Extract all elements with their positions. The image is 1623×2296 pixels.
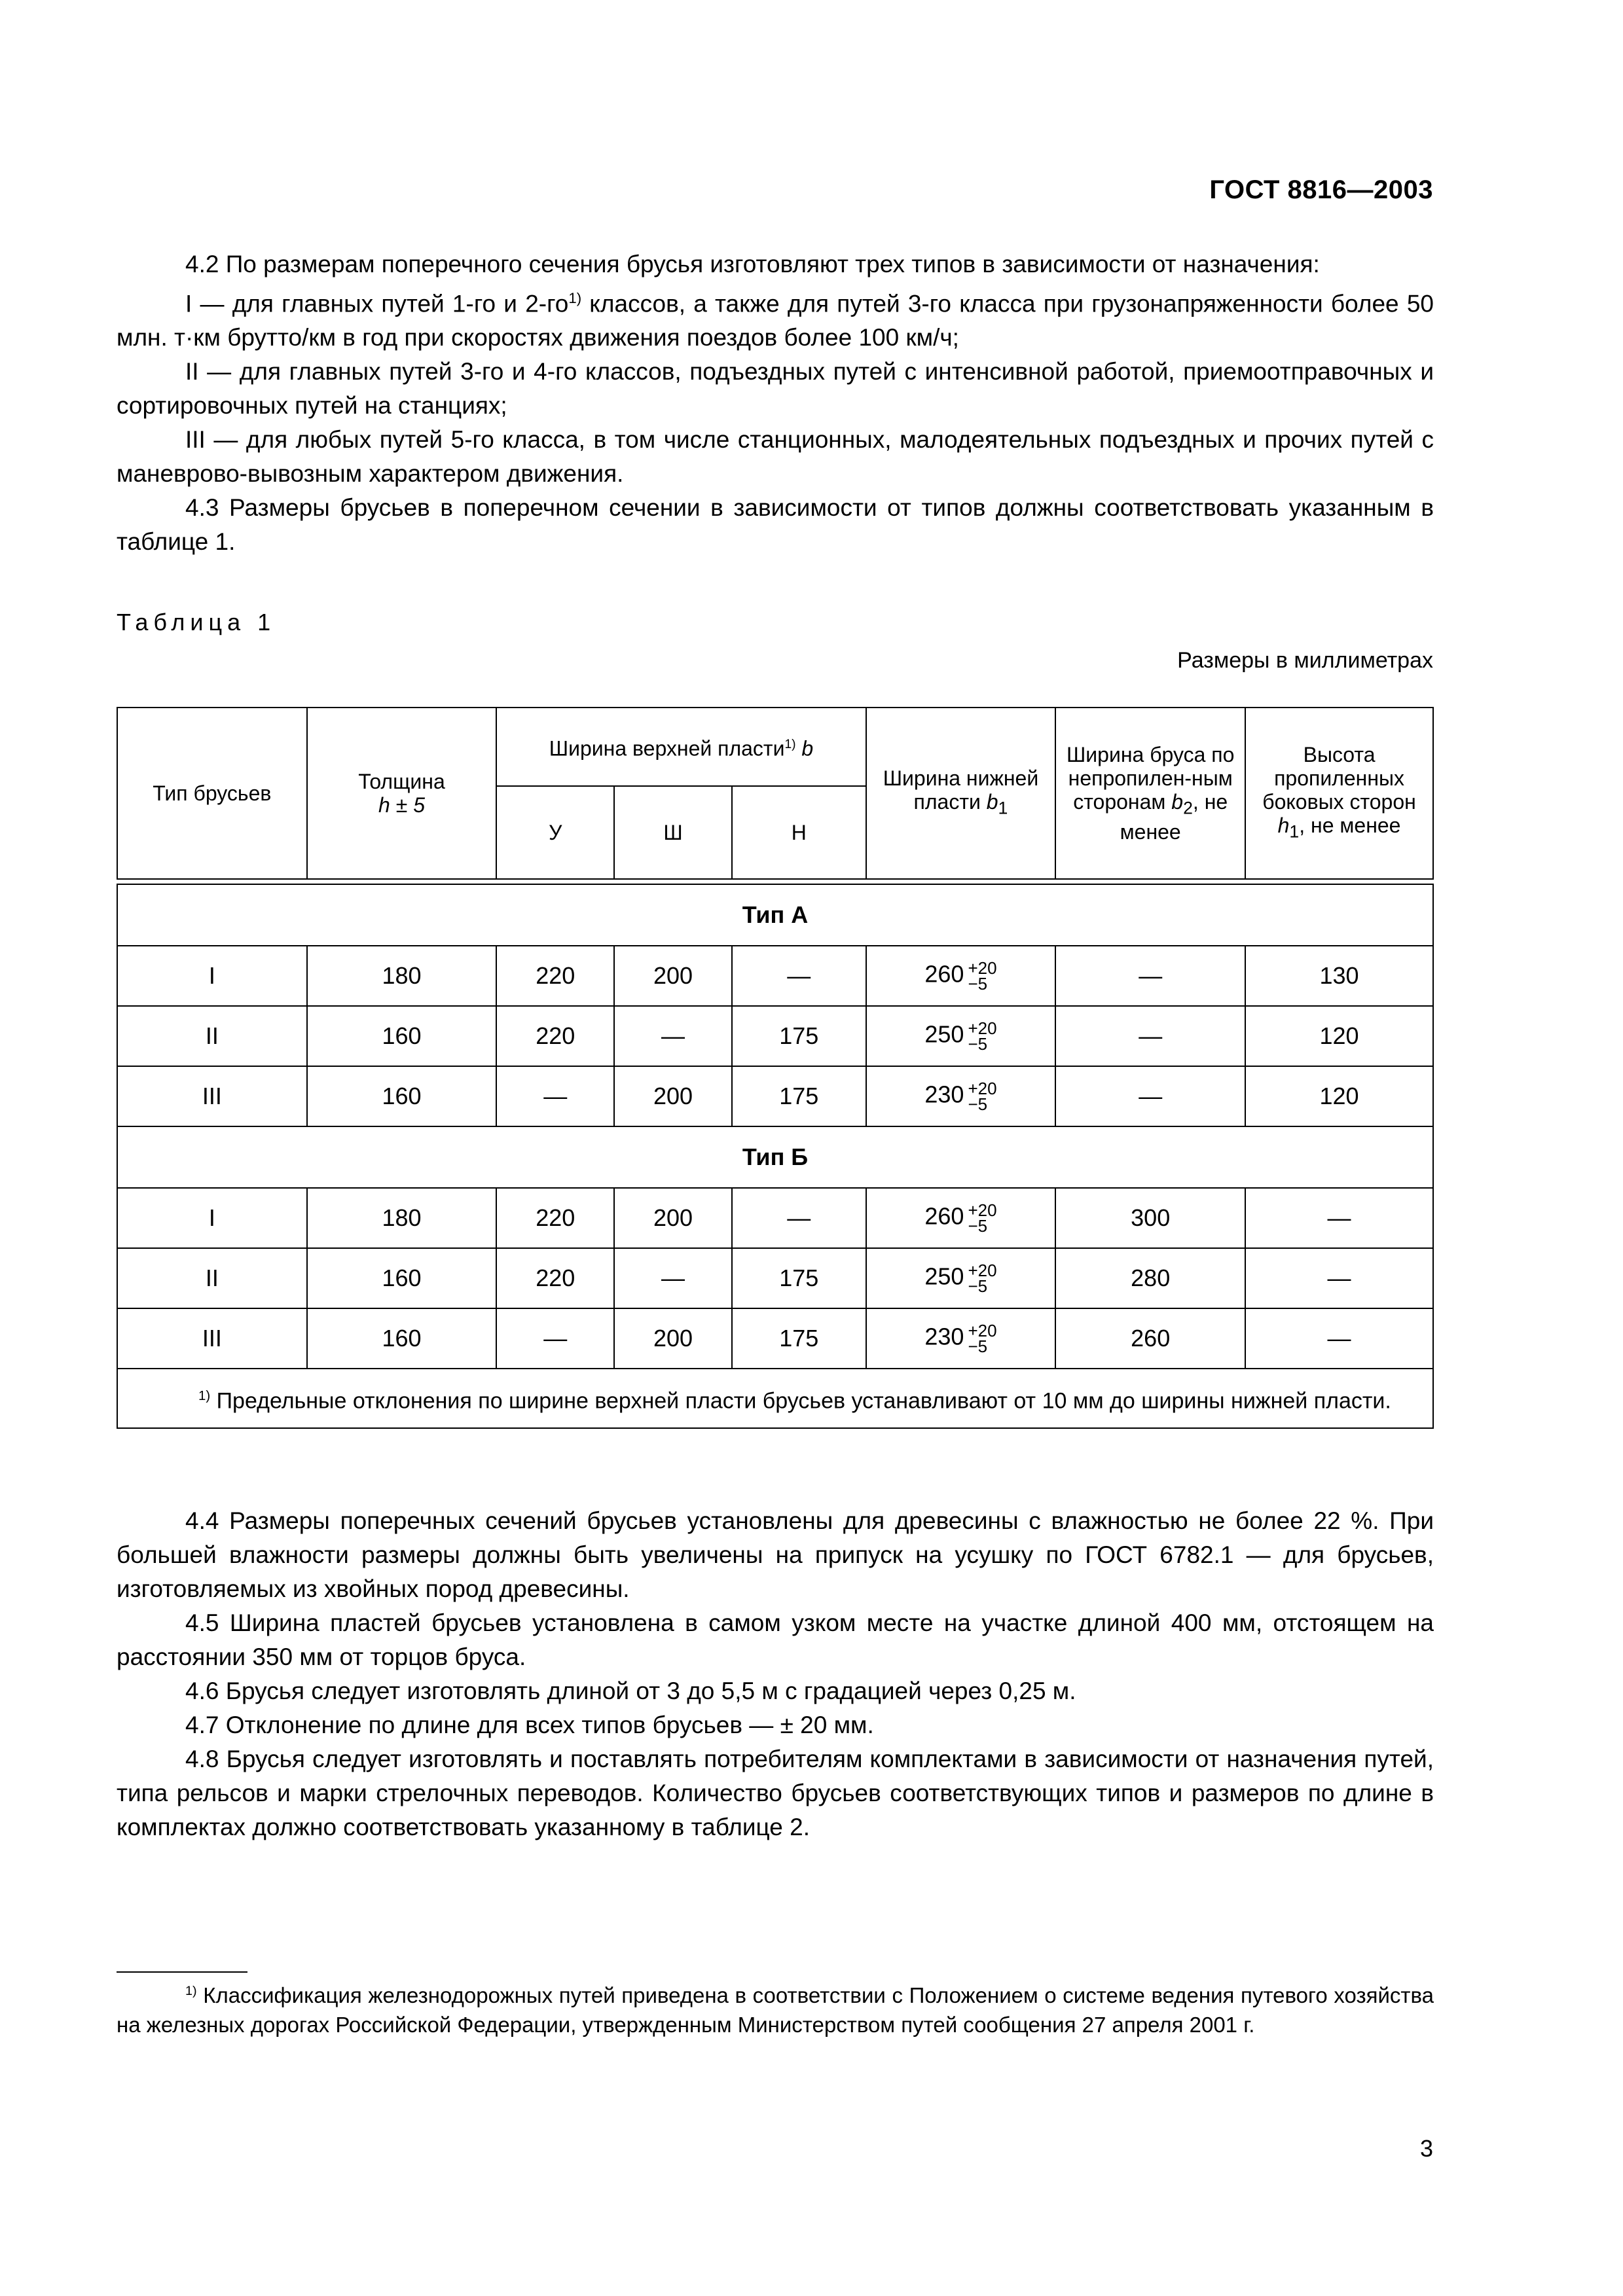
section-4-2-4-3 xyxy=(117,247,1434,559)
tolerance: +20 −5 xyxy=(968,1200,997,1236)
cell-u: 220 xyxy=(496,946,614,1006)
table-row xyxy=(117,1006,1433,1066)
cell-h: 160 xyxy=(307,1308,497,1369)
type-iii-definition: III — для любых путей 5-го класса, в том числе станционных, малодеятельных подъездных и прочих путей с маневрово-вывозным характером движения. xyxy=(117,426,1434,488)
cell-n: 175 xyxy=(732,1248,866,1308)
cell-n: — xyxy=(732,1188,866,1248)
paragraph-4-4: 4.4 Размеры поперечных сечений брусьев установлены для древесины с влажностью не более 22 %. При большей влажности размеры должны быть увеличены на припуск на усушку по ГОСТ 6782.1 — для брусьев, изготовляемых из хвойных пород древесины. xyxy=(117,1507,1434,1602)
table-row xyxy=(117,1308,1433,1369)
table-row xyxy=(117,1066,1433,1126)
table-note: $^{1)}$ Предельные отклонения по ширине верхней пласти брусьев устанавливают от 10 мм до ширины нижней пласти. xyxy=(117,1369,1433,1428)
group-label: Тип Б xyxy=(117,1126,1433,1188)
table-body xyxy=(117,884,1433,1369)
cell-h: 160 xyxy=(307,1248,497,1308)
cell-type: I xyxy=(117,946,307,1006)
cell-sh: — xyxy=(614,1006,732,1066)
cell-n: 175 xyxy=(732,1308,866,1369)
cell-sh: 200 xyxy=(614,1188,732,1248)
tolerance: +20 −5 xyxy=(968,958,997,994)
cell-n: — xyxy=(732,946,866,1006)
cell-h1: — xyxy=(1245,1308,1433,1369)
cell-u: 220 xyxy=(496,1248,614,1308)
table-units: Размеры в миллиметрах xyxy=(1177,648,1433,673)
cell-sh: 200 xyxy=(614,1066,732,1126)
cell-type: I xyxy=(117,1188,307,1248)
cell-b1: 230 +20 −5 xyxy=(866,1066,1056,1126)
page-footnote: $^{1)}$ Классификация железнодорожных путей приведена в соответствии с Положением о системе ведения путевого хозяйства на железных дорогах Российской Федерации, утвержденным Министерством путей сообщения 27 апреля 2001 г. xyxy=(117,1983,1434,2037)
cell-b1: 260 +20 −5 xyxy=(866,946,1056,1006)
footnote-ref: 1) xyxy=(568,290,582,306)
header-sawn-height: Высота пропиленных боковых сторон $h_1$, не менее xyxy=(1245,708,1433,879)
cell-n: 175 xyxy=(732,1066,866,1126)
cell-b2: — xyxy=(1055,1006,1245,1066)
table-row xyxy=(117,946,1433,1006)
paragraph-4-6: 4.6 Брусья следует изготовлять длиной от 3 до 5,5 м с градацией через 0,25 м. xyxy=(185,1677,1076,1704)
tolerance: +20 −5 xyxy=(968,1018,997,1054)
cell-u: — xyxy=(496,1066,614,1126)
group-row xyxy=(117,1126,1433,1188)
table-row xyxy=(117,1248,1433,1308)
cell-sh: — xyxy=(614,1248,732,1308)
tolerance: +20 −5 xyxy=(968,1321,997,1356)
header-bottom-width: Ширина нижней пласти $b_1$ xyxy=(866,708,1056,879)
cell-b2: 260 xyxy=(1055,1308,1245,1369)
cell-b2: 300 xyxy=(1055,1188,1245,1248)
type-i-definition: I — для главных путей 1-го и $2-го^{1)}$ классов, а также для путей 3-го класса при грузонапряженности более 50 млн. т·км брутто/км в год при скоростях движения поездов более 100 км/ч; xyxy=(117,290,1434,351)
document-header: ГОСТ 8816—2003 xyxy=(1209,175,1433,204)
cell-h: 180 xyxy=(307,1188,497,1248)
tolerance: +20 −5 xyxy=(968,1079,997,1114)
header-n: Н xyxy=(732,786,866,879)
cell-u: 220 xyxy=(496,1006,614,1066)
cell-h1: 120 xyxy=(1245,1066,1433,1126)
table-row xyxy=(117,1188,1433,1248)
header-top-width: Ширина верхней пласти$^{1)}$ b xyxy=(496,708,866,786)
cell-u: 220 xyxy=(496,1188,614,1248)
cell-h1: — xyxy=(1245,1188,1433,1248)
header-uncut-width: Ширина бруса по непропилен-ным сторонам $b_2$, не менее xyxy=(1055,708,1245,879)
header-thickness: Толщина h ± 5 xyxy=(307,708,497,879)
cell-b1: 260 +20 −5 xyxy=(866,1188,1056,1248)
paragraph-4-7: 4.7 Отклонение по длине для всех типов брусьев — ± 20 мм. xyxy=(185,1712,874,1738)
paragraph-4-8: 4.8 Брусья следует изготовлять и поставлять потребителям комплектами в зависимости от назначения путей, типа рельсов и марки стрелочных переводов. Количество брусьев соответствующих типов и размеров по длине в комплектах должно соответствовать указанному в таблице 2. xyxy=(117,1746,1434,1840)
cell-b1: 250 +20 −5 xyxy=(866,1248,1056,1308)
cell-h: 160 xyxy=(307,1066,497,1126)
tolerance: +20 −5 xyxy=(968,1261,997,1296)
paragraph-4-5: 4.5 Ширина пластей брусьев установлена в самом узком месте на участке длиной 400 мм, отстоящем на расстоянии 350 мм от торцов бруса. xyxy=(117,1609,1434,1670)
cell-type: II xyxy=(117,1248,307,1308)
header-u: У xyxy=(496,786,614,879)
cell-b2: — xyxy=(1055,1066,1245,1126)
cell-h: 180 xyxy=(307,946,497,1006)
table-caption: Таблица 1 xyxy=(117,609,276,636)
cell-type: III xyxy=(117,1308,307,1369)
cell-b2: — xyxy=(1055,946,1245,1006)
paragraph-4-3: 4.3 Размеры брусьев в поперечном сечении в зависимости от типов должны соответствовать указанным в таблице 1. xyxy=(117,494,1434,556)
cell-b1: 230 +20 −5 xyxy=(866,1308,1056,1369)
paragraph-4-2: 4.2 По размерам поперечного сечения брусья изготовляют трех типов в зависимости от назначения: xyxy=(185,251,1320,278)
cell-u: — xyxy=(496,1308,614,1369)
cell-h1: — xyxy=(1245,1248,1433,1308)
cell-type: III xyxy=(117,1066,307,1126)
cell-b2: 280 xyxy=(1055,1248,1245,1308)
cell-b1: 250 +20 −5 xyxy=(866,1006,1056,1066)
group-label: Тип А xyxy=(117,884,1433,946)
cell-n: 175 xyxy=(732,1006,866,1066)
footnote-divider xyxy=(117,1971,247,1973)
cell-sh: 200 xyxy=(614,946,732,1006)
type-ii-definition: II — для главных путей 3-го и 4-го классов, подъездных путей с интенсивной работой, приемоотправочных и сортировочных путей на станциях; xyxy=(117,358,1434,420)
cell-h: 160 xyxy=(307,1006,497,1066)
group-row xyxy=(117,884,1433,946)
page-number: 3 xyxy=(1419,2135,1433,2162)
cell-h1: 130 xyxy=(1245,946,1433,1006)
cell-h1: 120 xyxy=(1245,1006,1433,1066)
header-type: Тип брусьев xyxy=(117,708,307,879)
section-4-4-4-8 xyxy=(117,1504,1434,1844)
dimensions-table xyxy=(117,707,1434,1429)
header-sh: Ш xyxy=(614,786,732,879)
cell-sh: 200 xyxy=(614,1308,732,1369)
cell-type: II xyxy=(117,1006,307,1066)
